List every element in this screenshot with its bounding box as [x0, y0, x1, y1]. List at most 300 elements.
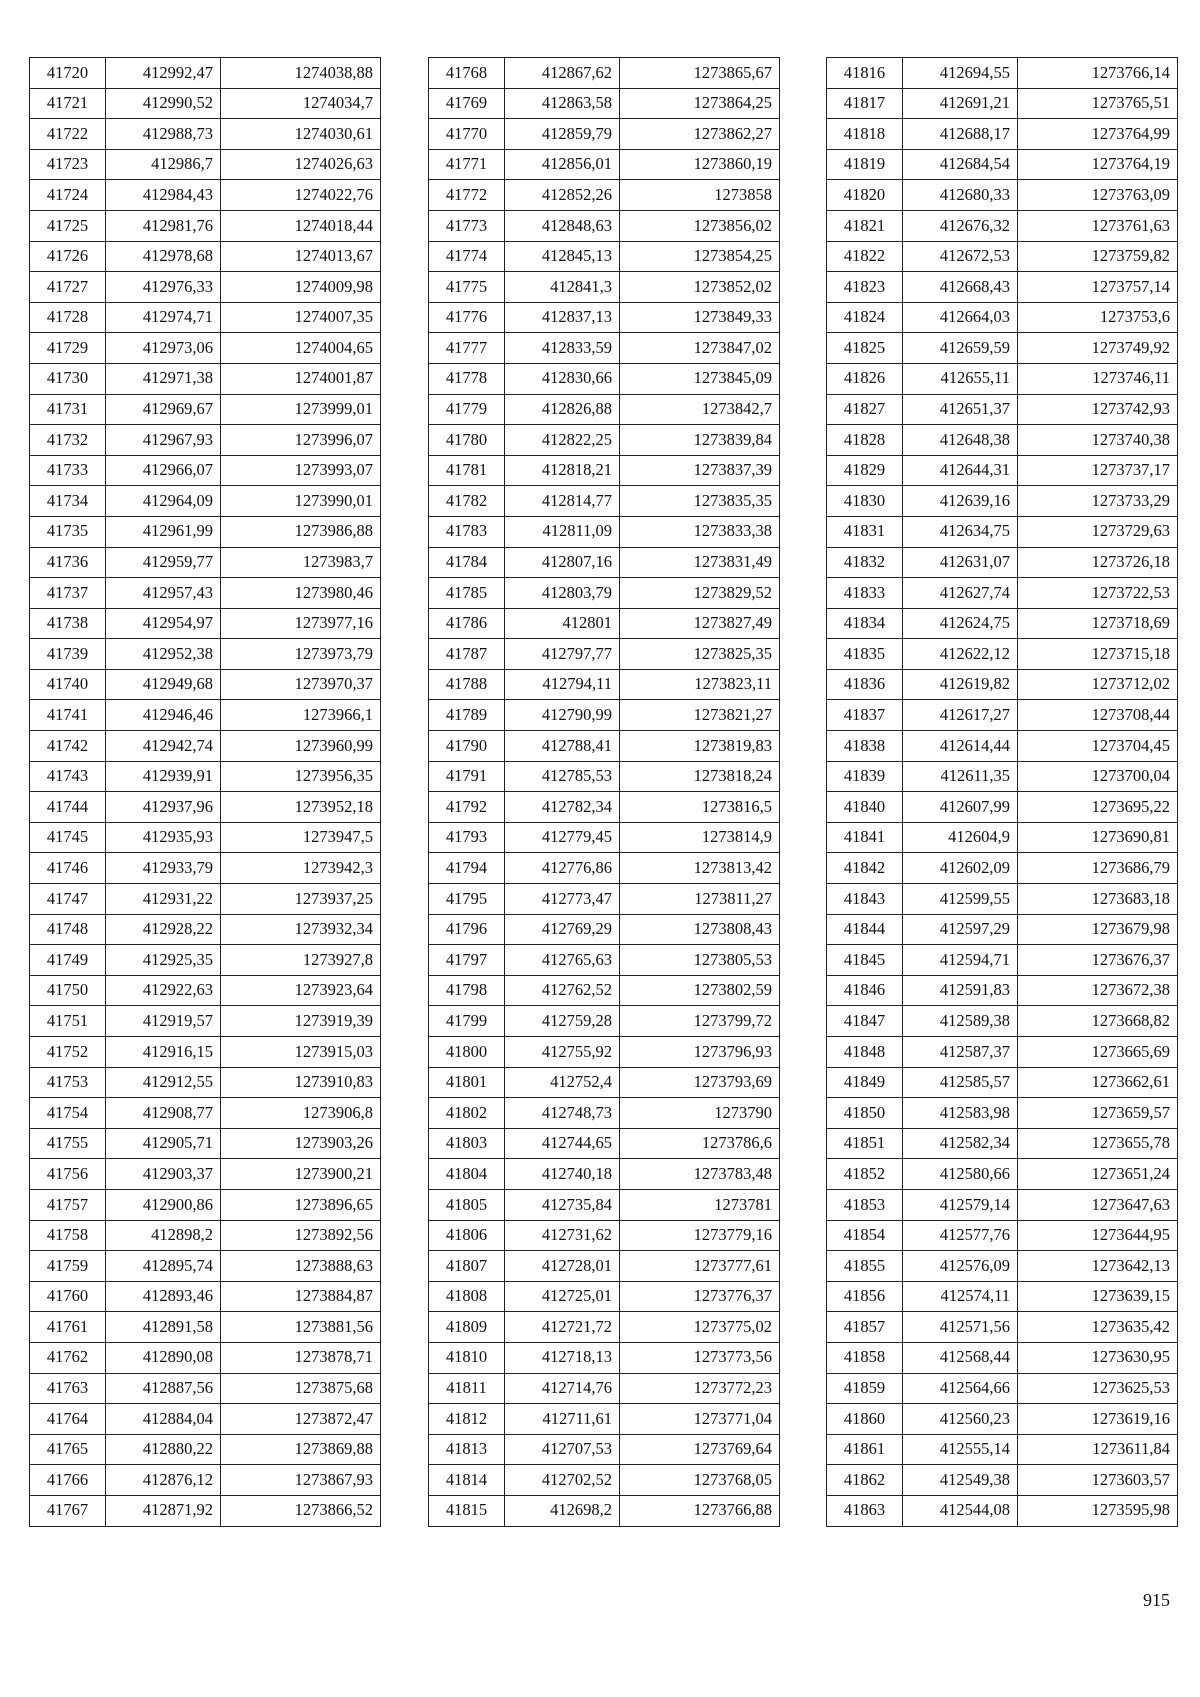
- y-coordinate-cell: 1273776,37: [620, 1281, 780, 1312]
- table-row: [827, 1006, 1178, 1037]
- x-coordinate-cell: 412971,38: [106, 363, 221, 394]
- x-coordinate-cell: 412648,38: [903, 425, 1018, 456]
- x-coordinate-cell: 412966,07: [106, 455, 221, 486]
- y-coordinate-cell: 1274007,35: [221, 302, 381, 333]
- point-number-cell: 41732: [30, 425, 106, 456]
- point-number-cell: 41818: [827, 119, 903, 150]
- table-row: [827, 210, 1178, 241]
- point-number-cell: 41853: [827, 1189, 903, 1220]
- table-row: [827, 975, 1178, 1006]
- point-number-cell: 41797: [429, 945, 505, 976]
- table-row: [429, 425, 780, 456]
- y-coordinate-cell: 1273996,07: [221, 425, 381, 456]
- point-number-cell: 41831: [827, 516, 903, 547]
- table-row: [827, 1037, 1178, 1068]
- x-coordinate-cell: 412973,06: [106, 333, 221, 364]
- table-row: [827, 394, 1178, 425]
- y-coordinate-cell: 1273990,01: [221, 486, 381, 517]
- x-coordinate-cell: 412597,29: [903, 914, 1018, 945]
- x-coordinate-cell: 412711,61: [505, 1404, 620, 1435]
- point-number-cell: 41738: [30, 608, 106, 639]
- y-coordinate-cell: 1273777,61: [620, 1251, 780, 1282]
- y-coordinate-cell: 1273712,02: [1018, 669, 1178, 700]
- point-number-cell: 41777: [429, 333, 505, 364]
- x-coordinate-cell: 412803,79: [505, 578, 620, 609]
- table-row: [30, 822, 381, 853]
- table-row: [429, 975, 780, 1006]
- y-coordinate-cell: 1273647,63: [1018, 1189, 1178, 1220]
- x-coordinate-cell: 412587,37: [903, 1037, 1018, 1068]
- x-coordinate-cell: 412571,56: [903, 1312, 1018, 1343]
- y-coordinate-cell: 1274038,88: [221, 58, 381, 89]
- y-coordinate-cell: 1273829,52: [620, 578, 780, 609]
- x-coordinate-cell: 412651,37: [903, 394, 1018, 425]
- x-coordinate-cell: 412748,73: [505, 1098, 620, 1129]
- y-coordinate-cell: 1274004,65: [221, 333, 381, 364]
- y-coordinate-cell: 1273749,92: [1018, 333, 1178, 364]
- table-row: [30, 363, 381, 394]
- table-row: [429, 119, 780, 150]
- table-row: [827, 1128, 1178, 1159]
- point-number-cell: 41734: [30, 486, 106, 517]
- x-coordinate-cell: 412614,44: [903, 731, 1018, 762]
- point-number-cell: 41830: [827, 486, 903, 517]
- table-row: [827, 1159, 1178, 1190]
- y-coordinate-cell: 1273847,02: [620, 333, 780, 364]
- point-number-cell: 41813: [429, 1434, 505, 1465]
- table-row: [429, 1006, 780, 1037]
- x-coordinate-cell: 412619,82: [903, 669, 1018, 700]
- table-row: [429, 394, 780, 425]
- point-number-cell: 41730: [30, 363, 106, 394]
- table-row: [827, 1098, 1178, 1129]
- table-row: [429, 914, 780, 945]
- point-number-cell: 41808: [429, 1281, 505, 1312]
- point-number-cell: 41810: [429, 1342, 505, 1373]
- y-coordinate-cell: 1273875,68: [221, 1373, 381, 1404]
- y-coordinate-cell: 1273884,87: [221, 1281, 381, 1312]
- x-coordinate-cell: 412655,11: [903, 363, 1018, 394]
- y-coordinate-cell: 1273722,53: [1018, 578, 1178, 609]
- point-number-cell: 41826: [827, 363, 903, 394]
- point-number-cell: 41840: [827, 792, 903, 823]
- x-coordinate-cell: 412607,99: [903, 792, 1018, 823]
- table-row: [429, 1373, 780, 1404]
- y-coordinate-cell: 1273742,93: [1018, 394, 1178, 425]
- y-coordinate-cell: 1273783,48: [620, 1159, 780, 1190]
- y-coordinate-cell: 1273896,65: [221, 1189, 381, 1220]
- table-row: [30, 1098, 381, 1129]
- x-coordinate-cell: 412952,38: [106, 639, 221, 670]
- point-number-cell: 41749: [30, 945, 106, 976]
- point-number-cell: 41790: [429, 731, 505, 762]
- point-number-cell: 41763: [30, 1373, 106, 1404]
- point-number-cell: 41753: [30, 1067, 106, 1098]
- point-number-cell: 41784: [429, 547, 505, 578]
- point-number-cell: 41836: [827, 669, 903, 700]
- point-number-cell: 41820: [827, 180, 903, 211]
- x-coordinate-cell: 412752,4: [505, 1067, 620, 1098]
- point-number-cell: 41856: [827, 1281, 903, 1312]
- x-coordinate-cell: 412988,73: [106, 119, 221, 150]
- table-row: [827, 455, 1178, 486]
- y-coordinate-cell: 1273672,38: [1018, 975, 1178, 1006]
- x-coordinate-cell: 412779,45: [505, 822, 620, 853]
- x-coordinate-cell: 412935,93: [106, 822, 221, 853]
- table-row: [429, 547, 780, 578]
- x-coordinate-cell: 412544,08: [903, 1495, 1018, 1526]
- point-number-cell: 41751: [30, 1006, 106, 1037]
- point-number-cell: 41857: [827, 1312, 903, 1343]
- y-coordinate-cell: 1273630,95: [1018, 1342, 1178, 1373]
- table-row: [30, 333, 381, 364]
- y-coordinate-cell: 1273668,82: [1018, 1006, 1178, 1037]
- x-coordinate-cell: 412731,62: [505, 1220, 620, 1251]
- y-coordinate-cell: 1273611,84: [1018, 1434, 1178, 1465]
- point-number-cell: 41723: [30, 149, 106, 180]
- y-coordinate-cell: 1273799,72: [620, 1006, 780, 1037]
- table-row: [30, 58, 381, 89]
- table-row: [827, 1434, 1178, 1465]
- point-number-cell: 41774: [429, 241, 505, 272]
- y-coordinate-cell: 1273766,88: [620, 1495, 780, 1526]
- y-coordinate-cell: 1273733,29: [1018, 486, 1178, 517]
- point-number-cell: 41756: [30, 1159, 106, 1190]
- x-coordinate-cell: 412969,67: [106, 394, 221, 425]
- table-row: [429, 1037, 780, 1068]
- y-coordinate-cell: 1273765,51: [1018, 88, 1178, 119]
- point-number-cell: 41760: [30, 1281, 106, 1312]
- y-coordinate-cell: 1273823,11: [620, 669, 780, 700]
- y-coordinate-cell: 1273779,16: [620, 1220, 780, 1251]
- x-coordinate-cell: 412974,71: [106, 302, 221, 333]
- table-row: [429, 1128, 780, 1159]
- x-coordinate-cell: 412852,26: [505, 180, 620, 211]
- x-coordinate-cell: 412591,83: [903, 975, 1018, 1006]
- x-coordinate-cell: 412740,18: [505, 1159, 620, 1190]
- y-coordinate-cell: 1273923,64: [221, 975, 381, 1006]
- x-coordinate-cell: 412967,93: [106, 425, 221, 456]
- x-coordinate-cell: 412790,99: [505, 700, 620, 731]
- y-coordinate-cell: 1273781: [620, 1189, 780, 1220]
- point-number-cell: 41765: [30, 1434, 106, 1465]
- y-coordinate-cell: 1273980,46: [221, 578, 381, 609]
- y-coordinate-cell: 1273764,19: [1018, 149, 1178, 180]
- table-row: [827, 1189, 1178, 1220]
- y-coordinate-cell: 1273766,14: [1018, 58, 1178, 89]
- point-number-cell: 41849: [827, 1067, 903, 1098]
- table-row: [827, 58, 1178, 89]
- y-coordinate-cell: 1273603,57: [1018, 1465, 1178, 1496]
- table-row: [30, 1006, 381, 1037]
- table-row: [827, 945, 1178, 976]
- point-number-cell: 41841: [827, 822, 903, 853]
- point-number-cell: 41848: [827, 1037, 903, 1068]
- x-coordinate-cell: 412755,92: [505, 1037, 620, 1068]
- point-number-cell: 41798: [429, 975, 505, 1006]
- table-row: [827, 180, 1178, 211]
- point-number-cell: 41791: [429, 761, 505, 792]
- table-row: [827, 1342, 1178, 1373]
- x-coordinate-cell: 412893,46: [106, 1281, 221, 1312]
- y-coordinate-cell: 1273763,09: [1018, 180, 1178, 211]
- table-row: [30, 975, 381, 1006]
- y-coordinate-cell: 1273595,98: [1018, 1495, 1178, 1526]
- x-coordinate-cell: 412981,76: [106, 210, 221, 241]
- y-coordinate-cell: 1273772,23: [620, 1373, 780, 1404]
- x-coordinate-cell: 412900,86: [106, 1189, 221, 1220]
- x-coordinate-cell: 412887,56: [106, 1373, 221, 1404]
- table-row: [827, 1067, 1178, 1098]
- x-coordinate-cell: 412976,33: [106, 272, 221, 303]
- x-coordinate-cell: 412797,77: [505, 639, 620, 670]
- x-coordinate-cell: 412744,65: [505, 1128, 620, 1159]
- x-coordinate-cell: 412867,62: [505, 58, 620, 89]
- x-coordinate-cell: 412830,66: [505, 363, 620, 394]
- x-coordinate-cell: 412954,97: [106, 608, 221, 639]
- y-coordinate-cell: 1273816,5: [620, 792, 780, 823]
- y-coordinate-cell: 1273842,7: [620, 394, 780, 425]
- table-row: [827, 1251, 1178, 1282]
- y-coordinate-cell: 1273708,44: [1018, 700, 1178, 731]
- point-number-cell: 41757: [30, 1189, 106, 1220]
- table-row: [827, 241, 1178, 272]
- x-coordinate-cell: 412698,2: [505, 1495, 620, 1526]
- table-row: [827, 363, 1178, 394]
- y-coordinate-cell: 1273764,99: [1018, 119, 1178, 150]
- x-coordinate-cell: 412564,66: [903, 1373, 1018, 1404]
- x-coordinate-cell: 412794,11: [505, 669, 620, 700]
- x-coordinate-cell: 412644,31: [903, 455, 1018, 486]
- table-row: [827, 669, 1178, 700]
- point-number-cell: 41770: [429, 119, 505, 150]
- point-number-cell: 41842: [827, 853, 903, 884]
- point-number-cell: 41773: [429, 210, 505, 241]
- y-coordinate-cell: 1273837,39: [620, 455, 780, 486]
- table-row: [429, 58, 780, 89]
- point-number-cell: 41721: [30, 88, 106, 119]
- table-row: [30, 1251, 381, 1282]
- point-number-cell: 41779: [429, 394, 505, 425]
- x-coordinate-cell: 412946,46: [106, 700, 221, 731]
- x-coordinate-cell: 412580,66: [903, 1159, 1018, 1190]
- point-number-cell: 41803: [429, 1128, 505, 1159]
- x-coordinate-cell: 412765,63: [505, 945, 620, 976]
- y-coordinate-cell: 1273952,18: [221, 792, 381, 823]
- point-number-cell: 41821: [827, 210, 903, 241]
- table-row: [827, 761, 1178, 792]
- y-coordinate-cell: 1273769,64: [620, 1434, 780, 1465]
- x-coordinate-cell: 412785,53: [505, 761, 620, 792]
- table-row: [827, 700, 1178, 731]
- table-row: [429, 884, 780, 915]
- x-coordinate-cell: 412585,57: [903, 1067, 1018, 1098]
- y-coordinate-cell: 1273619,16: [1018, 1404, 1178, 1435]
- table-row: [429, 1312, 780, 1343]
- y-coordinate-cell: 1273683,18: [1018, 884, 1178, 915]
- x-coordinate-cell: 412928,22: [106, 914, 221, 945]
- x-coordinate-cell: 412984,43: [106, 180, 221, 211]
- x-coordinate-cell: 412964,09: [106, 486, 221, 517]
- y-coordinate-cell: 1273659,57: [1018, 1098, 1178, 1129]
- x-coordinate-cell: 412680,33: [903, 180, 1018, 211]
- table-row: [827, 853, 1178, 884]
- y-coordinate-cell: 1273761,63: [1018, 210, 1178, 241]
- x-coordinate-cell: 412856,01: [505, 149, 620, 180]
- table-row: [429, 1495, 780, 1526]
- table-row: [429, 1465, 780, 1496]
- table-row: [429, 180, 780, 211]
- y-coordinate-cell: 1273906,8: [221, 1098, 381, 1129]
- x-coordinate-cell: 412594,71: [903, 945, 1018, 976]
- table-row: [30, 1037, 381, 1068]
- point-number-cell: 41737: [30, 578, 106, 609]
- point-number-cell: 41835: [827, 639, 903, 670]
- x-coordinate-cell: 412811,09: [505, 516, 620, 547]
- table-row: [429, 792, 780, 823]
- x-coordinate-cell: 412769,29: [505, 914, 620, 945]
- table-row: [827, 1373, 1178, 1404]
- x-coordinate-cell: 412549,38: [903, 1465, 1018, 1496]
- table-row: [30, 180, 381, 211]
- y-coordinate-cell: 1273726,18: [1018, 547, 1178, 578]
- y-coordinate-cell: 1274026,63: [221, 149, 381, 180]
- table-row: [429, 1281, 780, 1312]
- table-row: [30, 945, 381, 976]
- y-coordinate-cell: 1273888,63: [221, 1251, 381, 1282]
- y-coordinate-cell: 1273690,81: [1018, 822, 1178, 853]
- x-coordinate-cell: 412782,34: [505, 792, 620, 823]
- point-number-cell: 41816: [827, 58, 903, 89]
- table-row: [827, 425, 1178, 456]
- table-row: [30, 1312, 381, 1343]
- point-number-cell: 41750: [30, 975, 106, 1006]
- point-number-cell: 41754: [30, 1098, 106, 1129]
- point-number-cell: 41801: [429, 1067, 505, 1098]
- y-coordinate-cell: 1273759,82: [1018, 241, 1178, 272]
- table-row: [429, 486, 780, 517]
- table-row: [827, 302, 1178, 333]
- table-row: [827, 1220, 1178, 1251]
- table-row: [30, 731, 381, 762]
- point-number-cell: 41761: [30, 1312, 106, 1343]
- point-number-cell: 41799: [429, 1006, 505, 1037]
- x-coordinate-cell: 412582,34: [903, 1128, 1018, 1159]
- point-number-cell: 41764: [30, 1404, 106, 1435]
- y-coordinate-cell: 1273858: [620, 180, 780, 211]
- y-coordinate-cell: 1273881,56: [221, 1312, 381, 1343]
- x-coordinate-cell: 412905,71: [106, 1128, 221, 1159]
- x-coordinate-cell: 412718,13: [505, 1342, 620, 1373]
- x-coordinate-cell: 412714,76: [505, 1373, 620, 1404]
- point-number-cell: 41739: [30, 639, 106, 670]
- y-coordinate-cell: 1273867,93: [221, 1465, 381, 1496]
- table-row: [827, 547, 1178, 578]
- y-coordinate-cell: 1273831,49: [620, 547, 780, 578]
- x-coordinate-cell: 412659,59: [903, 333, 1018, 364]
- y-coordinate-cell: 1273651,24: [1018, 1159, 1178, 1190]
- y-coordinate-cell: 1273932,34: [221, 914, 381, 945]
- y-coordinate-cell: 1273821,27: [620, 700, 780, 731]
- x-coordinate-cell: 412735,84: [505, 1189, 620, 1220]
- table-row: [30, 1465, 381, 1496]
- x-coordinate-cell: 412939,91: [106, 761, 221, 792]
- x-coordinate-cell: 412611,35: [903, 761, 1018, 792]
- y-coordinate-cell: 1273937,25: [221, 884, 381, 915]
- y-coordinate-cell: 1273695,22: [1018, 792, 1178, 823]
- y-coordinate-cell: 1273869,88: [221, 1434, 381, 1465]
- point-number-cell: 41731: [30, 394, 106, 425]
- y-coordinate-cell: 1273818,24: [620, 761, 780, 792]
- x-coordinate-cell: 412959,77: [106, 547, 221, 578]
- y-coordinate-cell: 1273910,83: [221, 1067, 381, 1098]
- table-row: [30, 1220, 381, 1251]
- point-number-cell: 41752: [30, 1037, 106, 1068]
- table-row: [30, 669, 381, 700]
- point-number-cell: 41809: [429, 1312, 505, 1343]
- table-row: [827, 792, 1178, 823]
- table-row: [429, 700, 780, 731]
- point-number-cell: 41781: [429, 455, 505, 486]
- table-row: [429, 761, 780, 792]
- point-number-cell: 41851: [827, 1128, 903, 1159]
- y-coordinate-cell: 1273813,42: [620, 853, 780, 884]
- x-coordinate-cell: 412925,35: [106, 945, 221, 976]
- point-number-cell: 41806: [429, 1220, 505, 1251]
- point-number-cell: 41769: [429, 88, 505, 119]
- point-number-cell: 41727: [30, 272, 106, 303]
- table-row: [429, 241, 780, 272]
- coordinate-table-2: [428, 57, 780, 1527]
- table-row: [30, 578, 381, 609]
- y-coordinate-cell: 1273864,25: [620, 88, 780, 119]
- table-row: [429, 88, 780, 119]
- table-row: [30, 88, 381, 119]
- point-number-cell: 41787: [429, 639, 505, 670]
- y-coordinate-cell: 1273919,39: [221, 1006, 381, 1037]
- table-row: [827, 578, 1178, 609]
- x-coordinate-cell: 412622,12: [903, 639, 1018, 670]
- point-number-cell: 41789: [429, 700, 505, 731]
- table-row: [30, 425, 381, 456]
- x-coordinate-cell: 412931,22: [106, 884, 221, 915]
- point-number-cell: 41729: [30, 333, 106, 364]
- point-number-cell: 41740: [30, 669, 106, 700]
- point-number-cell: 41759: [30, 1251, 106, 1282]
- y-coordinate-cell: 1273802,59: [620, 975, 780, 1006]
- y-coordinate-cell: 1274009,98: [221, 272, 381, 303]
- point-number-cell: 41805: [429, 1189, 505, 1220]
- x-coordinate-cell: 412694,55: [903, 58, 1018, 89]
- y-coordinate-cell: 1273845,09: [620, 363, 780, 394]
- point-number-cell: 41724: [30, 180, 106, 211]
- y-coordinate-cell: 1273773,56: [620, 1342, 780, 1373]
- table-row: [429, 1159, 780, 1190]
- point-number-cell: 41847: [827, 1006, 903, 1037]
- point-number-cell: 41850: [827, 1098, 903, 1129]
- table-row: [429, 853, 780, 884]
- y-coordinate-cell: 1273679,98: [1018, 914, 1178, 945]
- point-number-cell: 41755: [30, 1128, 106, 1159]
- point-number-cell: 41860: [827, 1404, 903, 1435]
- point-number-cell: 41767: [30, 1495, 106, 1526]
- point-number-cell: 41807: [429, 1251, 505, 1282]
- point-number-cell: 41833: [827, 578, 903, 609]
- table-row: [30, 914, 381, 945]
- point-number-cell: 41785: [429, 578, 505, 609]
- y-coordinate-cell: 1273700,04: [1018, 761, 1178, 792]
- x-coordinate-cell: 412990,52: [106, 88, 221, 119]
